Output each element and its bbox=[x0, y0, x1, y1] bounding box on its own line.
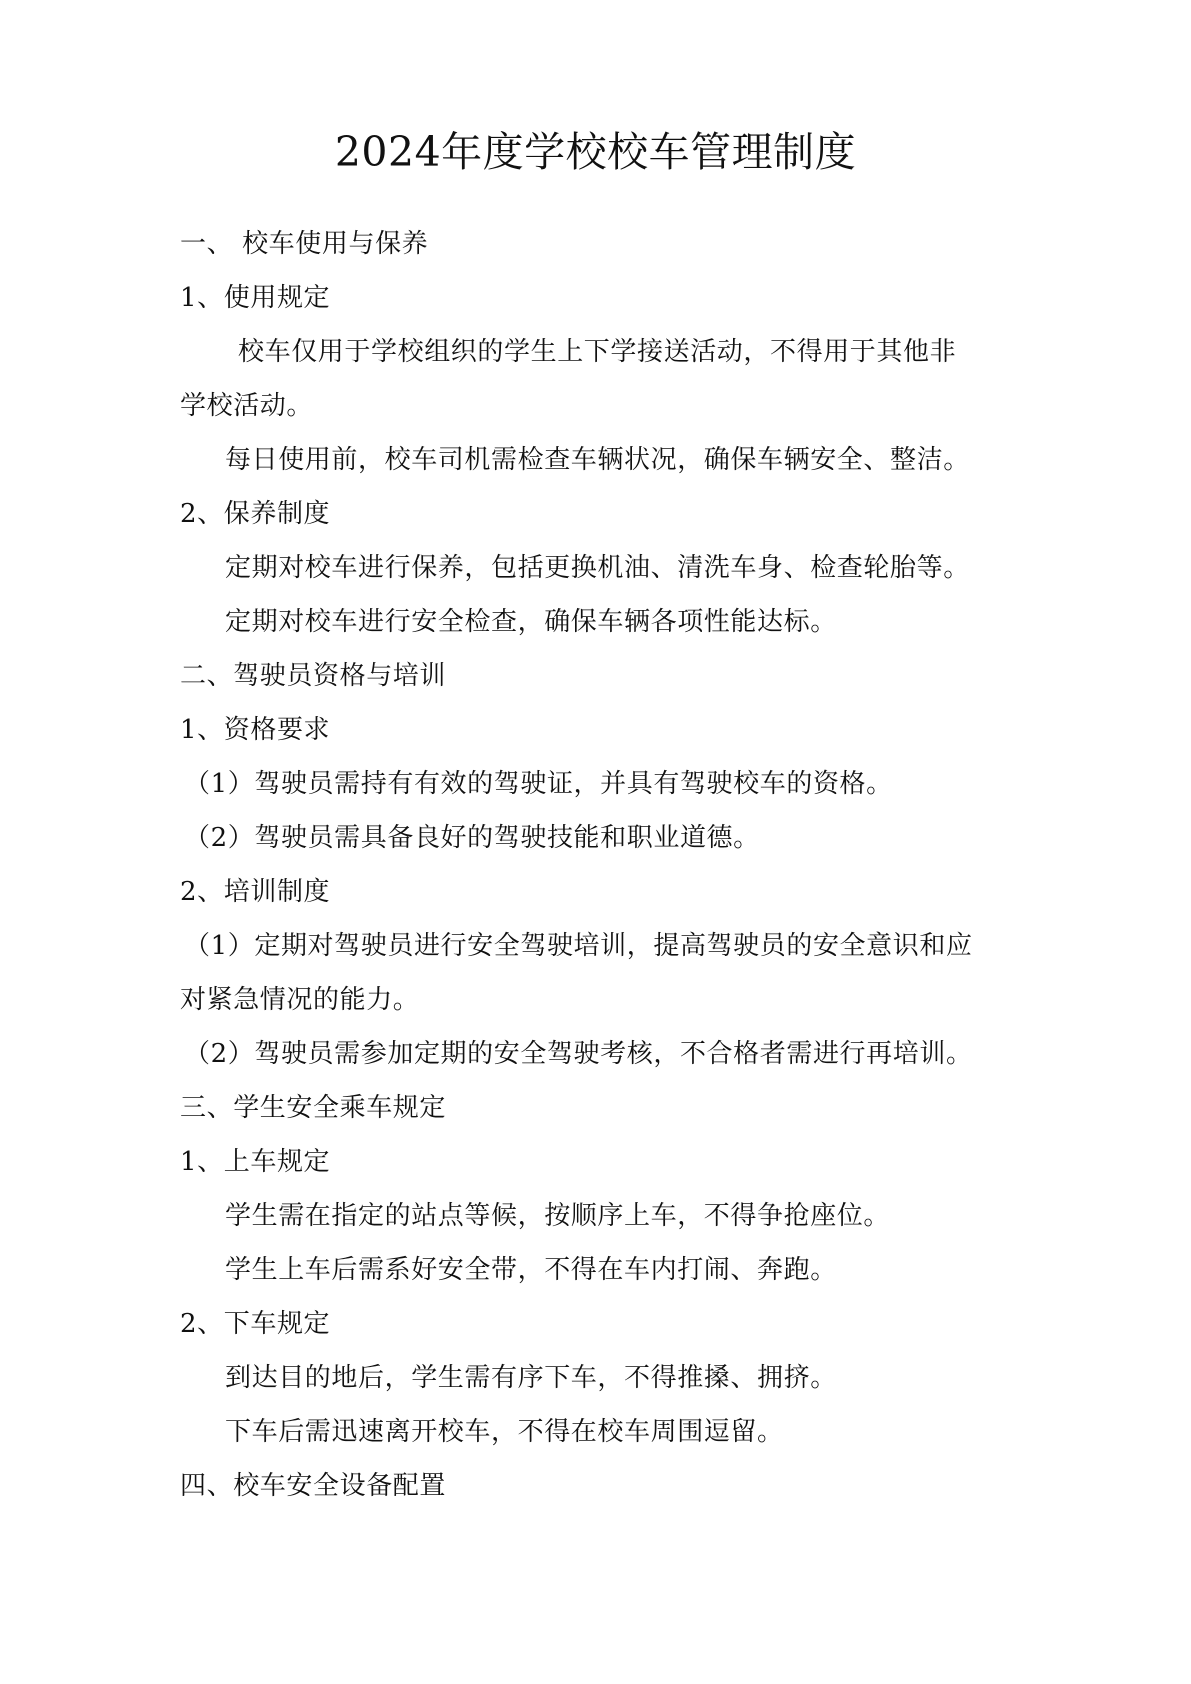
paragraph-line: 学生需在指定的站点等候，按顺序上车，不得争抢座位。 bbox=[225, 1201, 891, 1231]
section-heading-1: 一、 校车使用与保养 bbox=[180, 229, 429, 259]
list-item: （2）驾驶员需具备良好的驾驶技能和职业道德。 bbox=[184, 823, 760, 853]
list-item: （2）驾驶员需参加定期的安全驾驶考核，不合格者需进行再培训。 bbox=[184, 1039, 973, 1069]
document-title: 2024年度学校校车管理制度 bbox=[334, 128, 857, 176]
paragraph-line: 学校活动。 bbox=[180, 391, 314, 421]
subsection-heading: 2、保养制度 bbox=[180, 499, 331, 529]
list-item: （1）驾驶员需持有有效的驾驶证，并具有驾驶校车的资格。 bbox=[184, 769, 893, 799]
paragraph-line: 校车仅用于学校组织的学生上下学接送活动，不得用于其他非 bbox=[238, 337, 957, 367]
section-heading-4: 四、校车安全设备配置 bbox=[180, 1471, 447, 1501]
section-heading-3: 三、学生安全乘车规定 bbox=[180, 1093, 447, 1123]
paragraph-line: 定期对校车进行保养，包括更换机油、清洗车身、检查轮胎等。 bbox=[225, 553, 970, 583]
section-heading-2: 二、驾驶员资格与培训 bbox=[180, 661, 447, 691]
list-item: （1）定期对驾驶员进行安全驾驶培训，提高驾驶员的安全意识和应 bbox=[184, 931, 973, 961]
subsection-heading: 1、使用规定 bbox=[180, 283, 331, 313]
subsection-heading: 1、资格要求 bbox=[180, 715, 331, 745]
subsection-heading: 2、下车规定 bbox=[180, 1309, 331, 1339]
paragraph-line: 到达目的地后，学生需有序下车，不得推搡、拥挤。 bbox=[225, 1363, 837, 1393]
subsection-heading: 2、培训制度 bbox=[180, 877, 331, 907]
paragraph-line: 下车后需迅速离开校车，不得在校车周围逗留。 bbox=[225, 1417, 784, 1447]
paragraph-line: 学生上车后需系好安全带，不得在车内打闹、奔跑。 bbox=[225, 1255, 837, 1285]
subsection-heading: 1、上车规定 bbox=[180, 1147, 331, 1177]
paragraph-line: 每日使用前，校车司机需检查车辆状况，确保车辆安全、整洁。 bbox=[225, 445, 970, 475]
paragraph-line: 对紧急情况的能力。 bbox=[180, 985, 420, 1015]
document-body bbox=[180, 217, 1020, 1513]
paragraph-line: 定期对校车进行安全检查，确保车辆各项性能达标。 bbox=[225, 607, 837, 637]
